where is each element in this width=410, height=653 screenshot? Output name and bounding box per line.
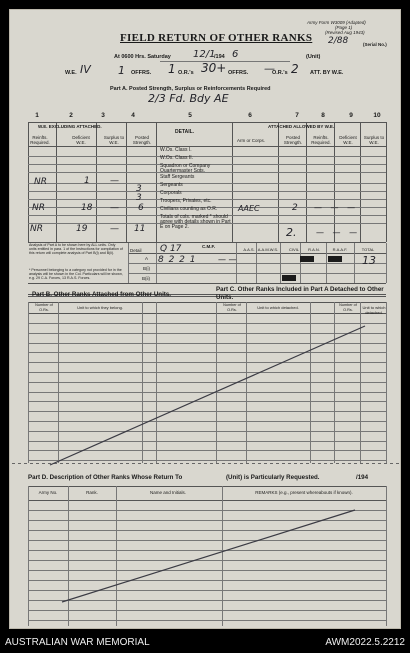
analysis-header: R.A.N. [308, 247, 320, 252]
cpl-posted: 3 [136, 193, 142, 203]
staff-sgt-nr: NR [34, 177, 47, 187]
posted-header: Posted Strength. [132, 135, 152, 145]
analysis-total: 13 [362, 254, 376, 267]
caption-bar [0, 633, 410, 653]
troopers-arm: AAEC [238, 204, 260, 213]
part-c-heading: Part C. Other Ranks Included in Part A Detached to Other Units. [216, 286, 384, 301]
form-sheet [9, 9, 401, 629]
offrs-value: 1 [168, 62, 176, 76]
troopers-posted: 6 [138, 203, 144, 213]
column-number: 10 [373, 112, 381, 119]
column-number: 6 [248, 112, 252, 119]
analysis-hand-a: 8 2 2 1 [158, 255, 197, 265]
detail-row-label: Staff Sergeants [160, 174, 195, 180]
column-number: 2 [69, 112, 73, 119]
caption-right: AWM2022.5.2212 [325, 637, 405, 648]
att-label: ATT. BY W.E. [310, 70, 344, 76]
part-d-col-name: Name and Initials. [149, 490, 187, 495]
form-ref-line3: (Revised Aug 1943) [325, 30, 365, 35]
analysis-header: TOTAL [361, 247, 375, 252]
year-value: 6 [232, 49, 239, 60]
analysis-header: A.A.S. [243, 247, 255, 252]
posted2-header: Posted Strength. [283, 135, 303, 145]
ors-label: O.R.'s [178, 70, 194, 76]
column-number: 5 [188, 112, 192, 119]
part-d-col-remarks: REMARKS (e.g., present whereabouts if known). [255, 490, 353, 495]
troopers-att-posted: 2 [292, 203, 298, 213]
ors-value: 30+ [201, 61, 227, 75]
at-hours-label: At 0600 Hrs. Saturday [114, 54, 171, 60]
detail-row-label: Civilians counting as O.R. [160, 206, 218, 212]
parts-bc-strike-line [50, 326, 365, 465]
reinf-header: Reinfts. Required. [30, 135, 50, 145]
analysis-detail-label: Detail [130, 248, 142, 253]
offrs2-label: OFFRS. [228, 70, 249, 76]
analysis-row-a: A [145, 256, 149, 261]
sgt-posted: 3 [136, 184, 142, 194]
we-value: IV [80, 63, 91, 76]
ors2-label: O.R.'s [272, 70, 288, 76]
serial-label: (Serial No.) [363, 42, 387, 47]
totals-att-posted: 2. [286, 226, 297, 239]
analysis-hand-dash: — — [218, 255, 237, 264]
part-c-col-no: Number of O.Rs. [223, 303, 241, 312]
staff-sgt-surplus: — [110, 176, 119, 186]
troopers-att-dashes: — — — [314, 203, 359, 212]
form-ref-line2: (Page 1) [335, 25, 353, 30]
unit-label: (Unit) [306, 54, 321, 60]
analysis-hand-detail: Q 17 [160, 244, 182, 254]
part-d-heading: Part D. Description of Other Ranks Whose Return To [28, 474, 183, 481]
detail-row-label: Totals of cols. marked * should E on Page 2. [160, 214, 228, 230]
offrs-label: OFFRS. [131, 70, 152, 76]
staff-sgt-deficient: 1 [84, 176, 90, 186]
surplus2-header: Surplus to W.E. [363, 135, 385, 145]
analysis-note-1: Analysis of Part A to be shown here by ALL units. Only units entitled in para. 1 of the Instructions for compilation of this return will complete analysis of Part B(i) and B(ii). [29, 243, 123, 256]
totals-nr: NR [30, 224, 43, 234]
column-number: 1 [35, 112, 39, 119]
form-ref-line1: Army Form W3009 (Adapted) [307, 20, 366, 25]
detail-row-label: Troopers, Privates, etc. [160, 198, 212, 204]
we-label: W.E. [65, 70, 77, 76]
analysis-row-bi: B(i) [143, 266, 150, 271]
column-number: 4 [131, 112, 135, 119]
detail-row-label: Sergeants [160, 182, 183, 188]
attached-allowed-header: ATTACHED ALLOWED BY W.E. [268, 124, 335, 129]
deficient-header: Deficient W.E. [72, 135, 90, 145]
offrs2-value: — [264, 62, 275, 75]
part-c-col-no-2: Number of O.Rs. [339, 303, 357, 312]
part-a-handwriting: 2/3 Fd. Bdy AE [148, 92, 229, 105]
reinf2-header: Reinfts. Required. [311, 135, 331, 145]
detail-header: DETAIL. [175, 129, 195, 135]
date-value: 12/1 [193, 49, 216, 60]
analysis-header: A.A.M.W.S. [257, 247, 279, 252]
totals-surplus: — [110, 224, 119, 234]
part-d-unit-label: (Unit) is Particularly Requested. [226, 474, 320, 481]
totals-posted: 11 [134, 224, 146, 234]
analysis-row-bii: B(ii) [142, 276, 150, 281]
we-excluding-header: W.E. EXCLUDING ATTACHED. [38, 124, 102, 129]
ors2-value: 2 [291, 62, 299, 76]
year-prefix: /194 [214, 54, 225, 60]
part-d-date-tail: /194 [356, 474, 369, 481]
part-d-col-rank: Rank. [86, 490, 98, 495]
part-c-col-unit: Unit to which detached. [257, 305, 299, 310]
column-number: 3 [101, 112, 105, 119]
detail-row-label: Corporals [160, 190, 182, 196]
part-c-col-unit-2: Unit to which detached. [362, 305, 386, 315]
serial-number: 2/88 [328, 36, 349, 46]
caption-left: AUSTRALIAN WAR MEMORIAL [5, 637, 150, 648]
detail-row-label: W.Os. Class II. [160, 155, 194, 161]
part-b-col-unit: Unit to which they belong. [77, 305, 123, 310]
totals-att-dashes: — — — [316, 228, 361, 237]
column-number: 8 [321, 112, 325, 119]
strike-through-lines [10, 10, 402, 630]
column-number: 7 [295, 112, 299, 119]
part-d-col-army: Army No. [38, 490, 58, 495]
troopers-nr: NR [32, 203, 45, 213]
cmf-label: C.M.F. [202, 244, 215, 249]
analysis-header: CIVIL [288, 247, 299, 252]
totals-deficient: 19 [76, 224, 88, 234]
analysis-note-2: * Personnel belonging to a category not provided for in the analysis will be shown in the Col. Particulars will be shown, e.g. 29 C.A. Forces, 13 R.A.S. Forces. [29, 268, 123, 281]
detail-row-label: Squadron or Company [160, 163, 211, 169]
form-title: FIELD RETURN OF OTHER RANKS [120, 32, 313, 44]
troopers-surplus: — [110, 203, 119, 213]
analysis-header: R.A.A.F. [332, 247, 348, 252]
detail-row-label: W.Os. Class I. [160, 147, 192, 153]
arm-corps-header: Arm or Corps. [236, 138, 265, 143]
surplus-header: Surplus to W.E. [103, 135, 125, 145]
part-a-heading: Part A. Posted Strength, Surplus or Reinforcements Required [110, 86, 271, 92]
part-b-col-no: Number of O.Rs. [35, 303, 53, 312]
column-number: 9 [349, 112, 353, 119]
part-d-strike-line [62, 510, 355, 602]
we-value-2: 1 [118, 64, 125, 77]
troopers-deficient: 18 [81, 203, 93, 213]
part-b-heading: Part B. Other Ranks Attached from Other Units. [32, 291, 172, 298]
deficient2-header: Deficient W.E. [339, 135, 357, 145]
